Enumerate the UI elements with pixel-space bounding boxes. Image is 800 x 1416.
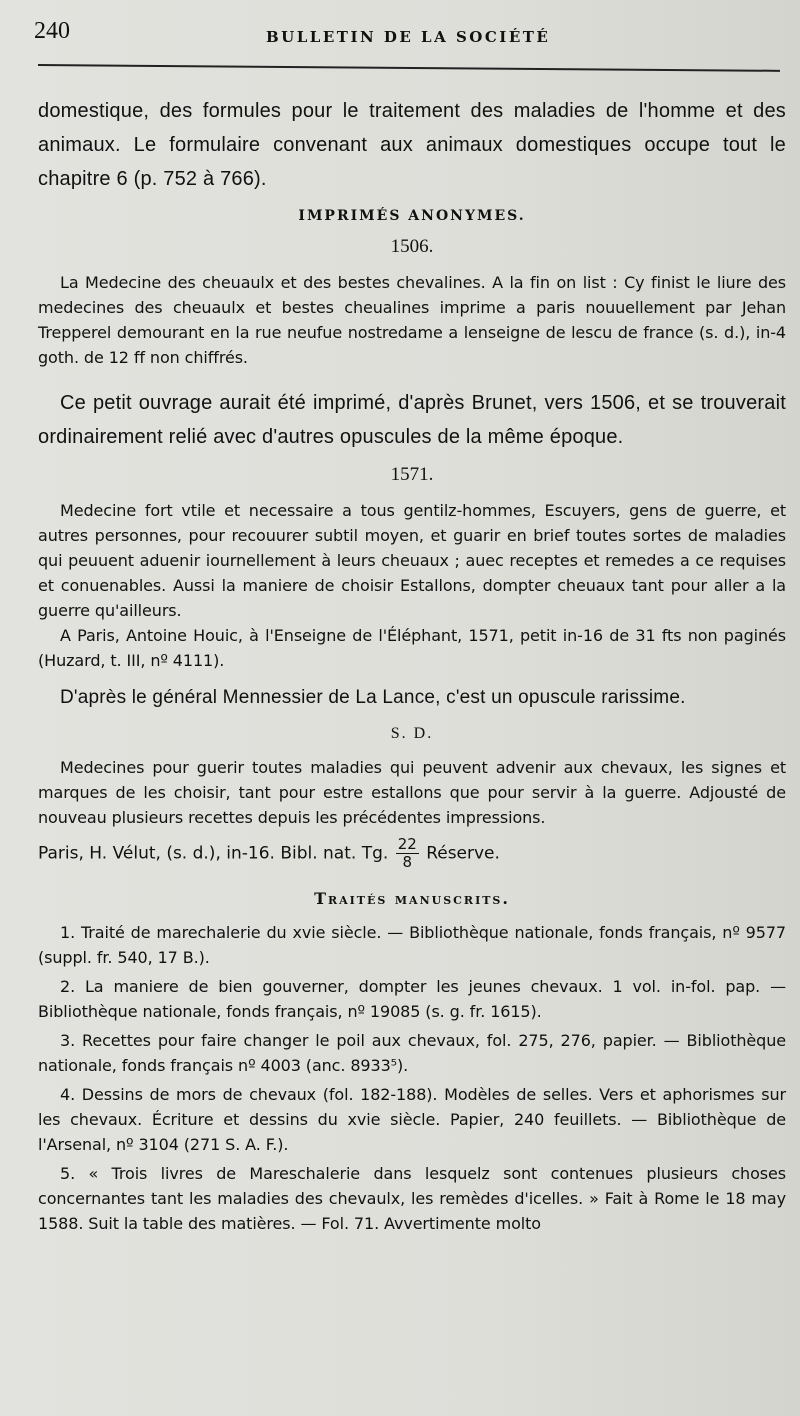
- section-heading-manuscrits: Traités manuscrits.: [314, 889, 510, 908]
- imprint-sd-before: Paris, H. Vélut, (s. d.), in-16. Bibl. nat. Tg.: [38, 843, 389, 864]
- citation-1506: La Medecine des cheuaulx et des bestes chevalines. A la fin on list : Cy finist le liure des medecines des cheuaulx et bestes cheualines imprime a paris nouuellement par Jehan Trepperel demourant en la rue neufue nostredame a lenseigne de lescu de france (s. d.), in-4 goth. de 12 ff non chiffrés.: [38, 273, 786, 367]
- citation-1571: Medecine fort vtile et necessaire a tous gentilz-hommes, Escuyers, gens de guerre, et autres personnes, pour recouurer subtil moyen, et guarir en brief toutes sortes de maladies qui peuuent aduenir iournellement à leurs cheuaux ; auec receptes et remedes a ce requises et conuenables. Aussi la maniere de choisir Estallons, dompter cheuaux tant pour aller a la guerre qu'ailleurs.: [38, 501, 786, 620]
- intro-paragraph: domestique, des formules pour le traitement des maladies de l'homme et des animaux. Le formulaire convenant aux animaux domestiques occupe tout le chapitre 6 (p. 752 à 766).: [38, 100, 786, 190]
- fraction-numerator: 22: [397, 835, 417, 853]
- comment-1506: Ce petit ouvrage aurait été imprimé, d'après Brunet, vers 1506, et se trouverait ordinairement relié avec d'autres opuscules de la même époque.: [38, 392, 786, 448]
- imprint-1571: A Paris, Antoine Houic, à l'Enseigne de l'Éléphant, 1571, petit in-16 de 31 fts non paginés (Huzard, t. III, nº 4111).: [38, 626, 786, 670]
- page-header: [34, 0, 786, 62]
- manuscript-item-5: 5. « Trois livres de Mareschalerie dans lesquelz sont contenues plusieurs choses concernantes tant les maladies des chevaulx, les remèdes d'icelles. » Fait à Rome le 18 may 1588. Suit la table des matières. — Fol. 71. Avvertimente molto: [38, 1164, 786, 1233]
- manuscript-item-4: 4. Dessins de mors de chevaux (fol. 182-188). Modèles de selles. Vers et aphorismes sur les chevaux. Écriture et dessins du xvie siècle. Papier, 240 feuillets. — Bibliothèque de l'Arsenal, nº 3104 (271 S. A. F.).: [38, 1085, 786, 1154]
- year-heading-sd: S. D.: [390, 725, 434, 742]
- manuscript-item-2: 2. La maniere de bien gouverner, dompter les jeunes chevaux. 1 vol. in-fol. pap. — Bibliothèque nationale, fonds français, nº 19085 (s. g. fr. 1615).: [38, 977, 786, 1021]
- running-head: BULLETIN DE LA SOCIÉTÉ: [266, 28, 551, 46]
- fraction-denominator: 8: [402, 853, 412, 871]
- manuscript-item-3: 3. Recettes pour faire changer le poil aux chevaux, fol. 275, 276, papier. — Bibliothèque nationale, fonds français nº 4003 (anc. 8933⁵).: [38, 1031, 786, 1075]
- imprint-sd: [38, 836, 786, 871]
- comment-1571: D'après le général Mennessier de La Lance, c'est un opuscule rarissime.: [60, 687, 686, 708]
- page-body: [38, 94, 786, 1236]
- imprint-sd-after: Réserve.: [426, 843, 500, 864]
- citation-sd: Medecines pour guerir toutes maladies qui peuvent advenir aux chevaux, les signes et marques de les choisir, tant pour estre estallons que pour servir à la guerre. Adjousté de nouveau plusieurs recettes depuis les précédentes impressions.: [38, 758, 786, 827]
- year-heading-1571: 1571.: [390, 464, 434, 485]
- page-number: 240: [34, 18, 70, 44]
- shelfmark-fraction: [396, 836, 419, 871]
- manuscript-item-1: 1. Traité de marechalerie du xvie siècle. — Bibliothèque nationale, fonds français, nº 9577 (suppl. fr. 540, 17 B.).: [38, 923, 786, 967]
- header-rule: [38, 64, 780, 72]
- manuscript-list: [38, 920, 786, 1236]
- year-heading-1506: 1506.: [390, 236, 434, 257]
- section-heading-anonymes: IMPRIMÉS ANONYMES.: [298, 208, 526, 224]
